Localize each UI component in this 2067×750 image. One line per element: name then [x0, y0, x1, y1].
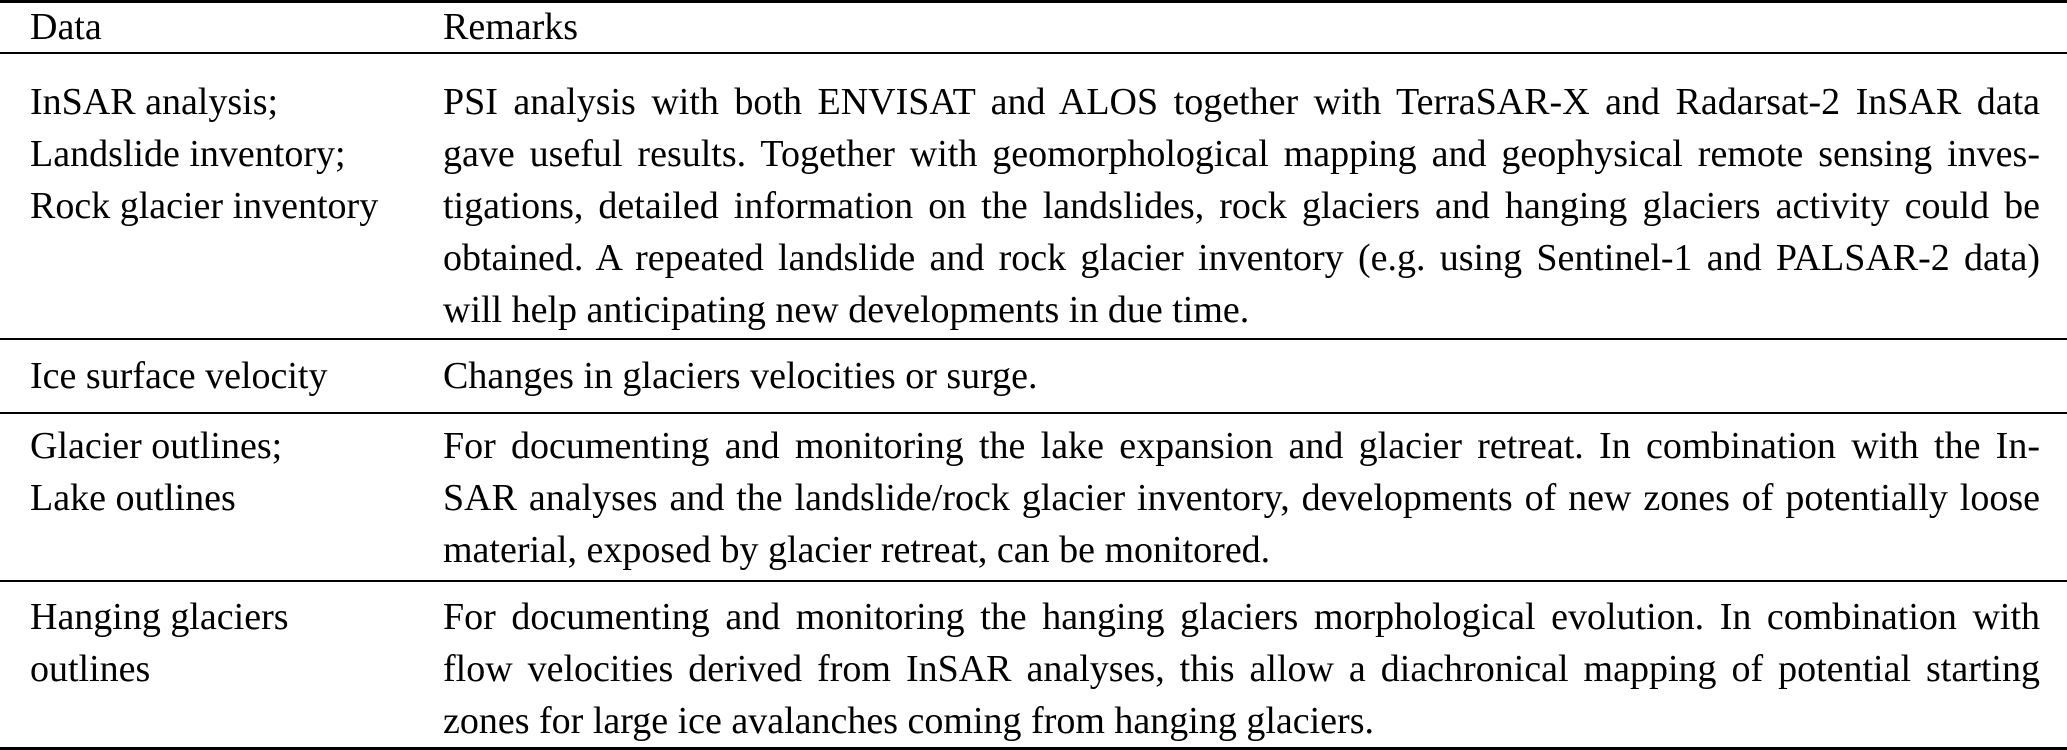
cell-remarks	[443, 350, 2040, 402]
remarks-line: PSI analysis with both ENVISAT and ALOS together with TerraSAR-X and Radarsat-2 InSAR data	[443, 81, 2040, 123]
data-line: Glacier outlines;	[30, 425, 283, 467]
data-line: Ice surface velocity	[30, 355, 328, 397]
remarks-line: SAR analyses and the landslide/rock glacier inventory, developments of new zones of potentially loose	[443, 477, 2040, 519]
data-line: Lake outlines	[30, 477, 236, 519]
cell-data	[0, 591, 443, 695]
data-line: Hanging glaciers	[30, 596, 289, 638]
remarks-line: For documenting and monitoring the lake expansion and glacier retreat. In combination with the In-	[443, 425, 2040, 467]
remarks-line: obtained. A repeated landslide and rock glacier inventory (e.g. using Sentinel-1 and PALSAR-2 data)	[443, 237, 2040, 279]
remarks-line: Changes in glaciers velocities or surge.	[443, 355, 1038, 397]
table-header-row	[0, 3, 2067, 52]
table-row	[0, 54, 2067, 338]
data-line: InSAR analysis;	[30, 81, 279, 123]
remarks-line: tigations, detailed information on the landslides, rock glaciers and hanging glaciers activity could be	[443, 185, 2040, 227]
header-remarks: Remarks	[443, 6, 579, 48]
table-row	[0, 414, 2067, 580]
cell-data	[0, 76, 443, 232]
remarks-line: material, exposed by glacier retreat, can be monitored.	[443, 529, 1271, 571]
data-line: Rock glacier inventory	[30, 185, 379, 227]
remarks-line: zones for large ice avalanches coming from hanging glaciers.	[443, 700, 1374, 742]
header-data: Data	[30, 6, 102, 48]
remarks-line: gave useful results. Together with geomorphological mapping and geophysical remote sensing inves-	[443, 133, 2040, 175]
cell-data	[0, 350, 443, 402]
table-row	[0, 340, 2067, 412]
cell-remarks	[443, 420, 2040, 576]
data-line: Landslide inventory;	[30, 133, 346, 175]
cell-remarks	[443, 591, 2040, 747]
table-row	[0, 582, 2067, 747]
cell-data	[0, 420, 443, 524]
remarks-line: For documenting and monitoring the hanging glaciers morphological evolution. In combination with	[443, 596, 2040, 638]
cell-remarks	[443, 76, 2040, 336]
remarks-line: flow velocities derived from InSAR analyses, this allow a diachronical mapping of potential starting	[443, 648, 2040, 690]
remarks-line: will help anticipating new developments in due time.	[443, 289, 1250, 331]
data-line: outlines	[30, 648, 151, 690]
